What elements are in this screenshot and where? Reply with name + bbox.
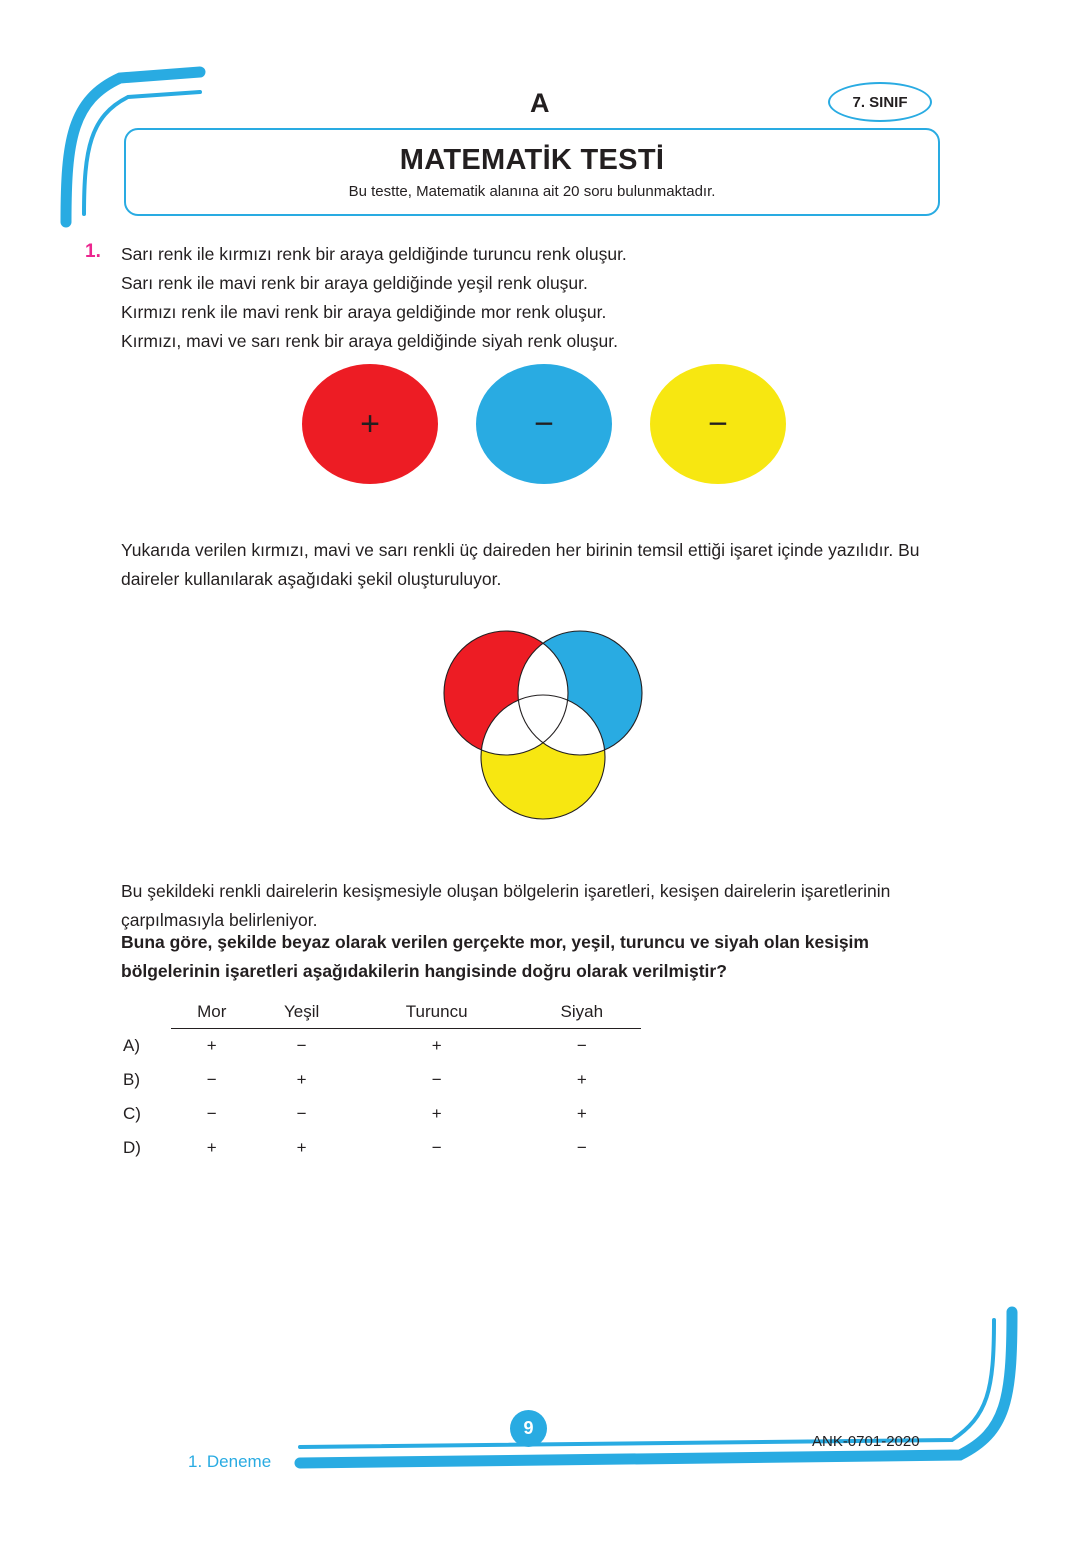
question-paragraph-2: Bu şekildeki renkli dairelerin kesişmesiyle oluşan bölgelerin işaretleri, kesişen dairelerin işaretlerinin çarpılmasıyla belirleniyor.: [121, 881, 891, 930]
stem-line-1: Sarı renk ile kırmızı renk bir araya geldiğinde turuncu renk oluşur.: [121, 244, 627, 264]
option-letter-d: D): [123, 1138, 141, 1157]
option-letter-c: C): [123, 1104, 141, 1123]
option-c-turuncu: +: [431, 1104, 442, 1123]
option-d-mor: +: [206, 1138, 217, 1157]
options-column-turuncu: Turuncu: [351, 1002, 523, 1029]
option-b-yesil: +: [296, 1070, 307, 1089]
venn-diagram-figure: [430, 625, 656, 825]
footer-left-label: 1. Deneme: [188, 1452, 272, 1471]
option-row-b[interactable]: [121, 1063, 641, 1097]
option-b-turuncu: −: [431, 1070, 442, 1089]
option-b-mor: −: [206, 1070, 217, 1089]
sign-circle-red: +: [302, 364, 438, 484]
options-header-row: [121, 1002, 641, 1029]
option-c-mor: −: [206, 1104, 217, 1123]
option-a-yesil: −: [296, 1036, 307, 1055]
option-letter-b: B): [123, 1070, 140, 1089]
options-column-yesil: Yeşil: [253, 1002, 351, 1029]
option-a-siyah: −: [576, 1036, 587, 1055]
option-letter-a: A): [123, 1035, 140, 1055]
test-title: MATEMATİK TESTİ: [399, 144, 665, 176]
options-column-mor: Mor: [171, 1002, 253, 1029]
option-d-siyah: −: [576, 1138, 587, 1157]
grade-badge: 7. SINIF: [828, 82, 932, 122]
stem-line-3: Kırmızı renk ile mavi renk bir araya geldiğinde mor renk oluşur.: [121, 302, 607, 322]
options-table: [121, 1002, 641, 1165]
option-a-mor: +: [206, 1036, 217, 1055]
footer-right-code: ANK-0701-2020: [812, 1433, 920, 1450]
question-paragraph-bold: Buna göre, şekilde beyaz olarak verilen gerçekte mor, yeşil, turuncu ve siyah olan kesişim bölgelerinin işaretleri aşağıdakilerin hangisinde doğru olarak verilmiştir?: [121, 932, 869, 981]
options-column-siyah: Siyah: [523, 1002, 641, 1029]
booklet-letter: A: [530, 88, 550, 118]
stem-line-4: Kırmızı, mavi ve sarı renk bir araya geldiğinde siyah renk oluşur.: [121, 331, 619, 351]
option-d-yesil: +: [296, 1138, 307, 1157]
sign-circle-blue: −: [476, 364, 612, 484]
option-c-yesil: −: [296, 1104, 307, 1123]
page-number-badge: 9: [510, 1410, 547, 1447]
test-subtitle: Bu testte, Matematik alanına ait 20 soru bulunmaktadır.: [348, 183, 716, 200]
stem-line-2: Sarı renk ile mavi renk bir araya geldiğinde yeşil renk oluşur.: [121, 273, 588, 293]
test-header-box: [124, 128, 940, 216]
option-c-siyah: +: [576, 1104, 587, 1123]
question-number: 1.: [85, 241, 101, 262]
option-row-d[interactable]: [121, 1131, 641, 1165]
option-row-c[interactable]: [121, 1097, 641, 1131]
option-d-turuncu: −: [431, 1138, 442, 1157]
question-stem: [121, 240, 951, 356]
sign-circles-figure: [302, 364, 782, 486]
option-b-siyah: +: [576, 1070, 587, 1089]
question-paragraph-1: Yukarıda verilen kırmızı, mavi ve sarı renkli üç daireden her birinin temsil ettiği işaret içinde yazılıdır. Bu daireler kullanılarak aşağıdaki şekil oluşturuluyor.: [121, 540, 920, 589]
options-header-blank: [121, 1002, 171, 1029]
option-row-a[interactable]: [121, 1029, 641, 1064]
sign-circle-yellow: −: [650, 364, 786, 484]
option-a-turuncu: +: [431, 1036, 442, 1055]
